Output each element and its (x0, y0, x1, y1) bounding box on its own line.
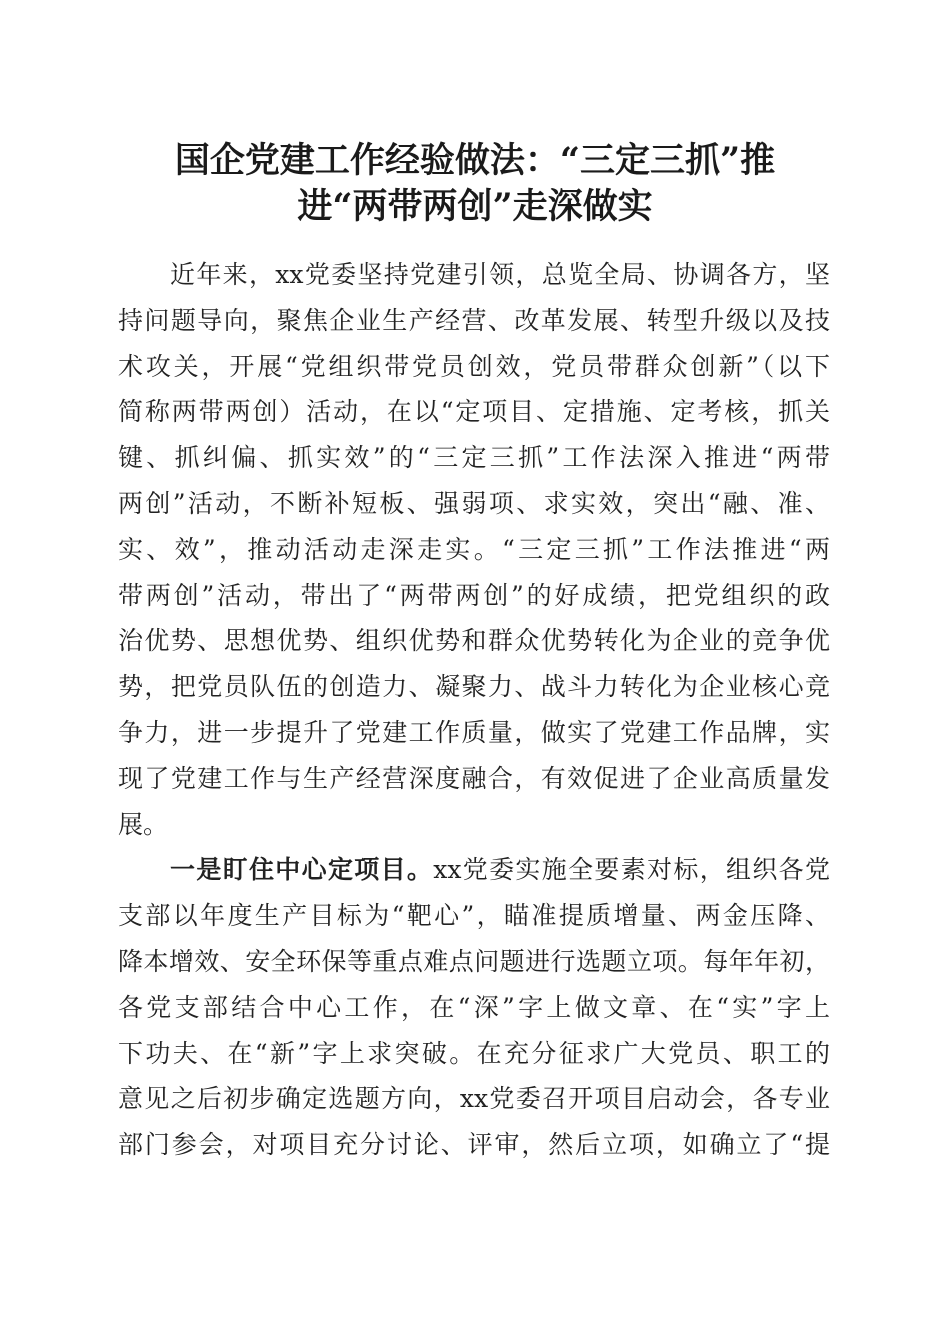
paragraph-point-one (118, 847, 830, 1168)
text-line: 意见之后初步确定选题方向，xx党委召开项目启动会，各专业 (118, 1084, 830, 1114)
title-line-2: 进“两带两创”走深做实 (297, 186, 653, 227)
text-line: 支部以年度生产目标为“靶心”，瞄准提质增量、两金压降、 (118, 901, 830, 931)
text-line: 下功夫、在“新”字上求突破。在充分征求广大党员、职工的 (118, 1038, 830, 1068)
title-line-1: 国企党建工作经验做法：“三定三抓”推 (174, 140, 776, 181)
text-line: 键、抓纠偏、抓实效”的“三定三抓”工作法深入推进“两带 (118, 443, 830, 473)
paragraph-intro (118, 252, 830, 847)
text-line: 治优势、思想优势、组织优势和群众优势转化为企业的竞争优 (118, 626, 830, 656)
text-line: 两创”活动，不断补短板、强弱项、求实效，突出“融、准、 (118, 488, 830, 518)
text-run: xx党委实施全要素对标，组织各党 (433, 855, 830, 885)
text-line: 近年来，xx党委坚持党建引领，总览全局、协调各方，坚 (170, 260, 830, 289)
text-line: 降本增效、安全环保等重点难点问题进行选题立项。每年年初， (118, 946, 830, 976)
text-line: 术攻关，开展“党组织带党员创效，党员带群众创新”（以下 (118, 351, 830, 381)
text-line: 带两创”活动，带出了“两带两创”的好成绩，把党组织的政 (118, 580, 830, 610)
document-title (140, 138, 810, 230)
text-line: 各党支部结合中心工作，在“深”字上做文章、在“实”字上 (118, 992, 830, 1022)
text-line: 争力，进一步提升了党建工作质量，做实了党建工作品牌，实 (118, 717, 830, 747)
text-line: 势，把党员队伍的创造力、凝聚力、战斗力转化为企业核心竞 (118, 672, 830, 702)
point-heading: 一是盯住中心定项目。 (170, 855, 434, 885)
text-line: 展。 (118, 809, 169, 839)
text-line: 实、效”，推动活动走深走实。“三定三抓”工作法推进“两 (118, 534, 830, 564)
text-line: 持问题导向，聚焦企业生产经营、改革发展、转型升级以及技 (118, 305, 830, 335)
text-line: 现了党建工作与生产经营深度融合，有效促进了企业高质量发 (118, 763, 830, 793)
text-line: 简称两带两创）活动，在以“定项目、定措施、定考核，抓关 (118, 397, 830, 427)
text-line: 部门参会，对项目充分讨论、评审，然后立项，如确立了“提 (118, 1130, 830, 1160)
document-body (118, 252, 830, 1168)
text-line (118, 847, 830, 893)
